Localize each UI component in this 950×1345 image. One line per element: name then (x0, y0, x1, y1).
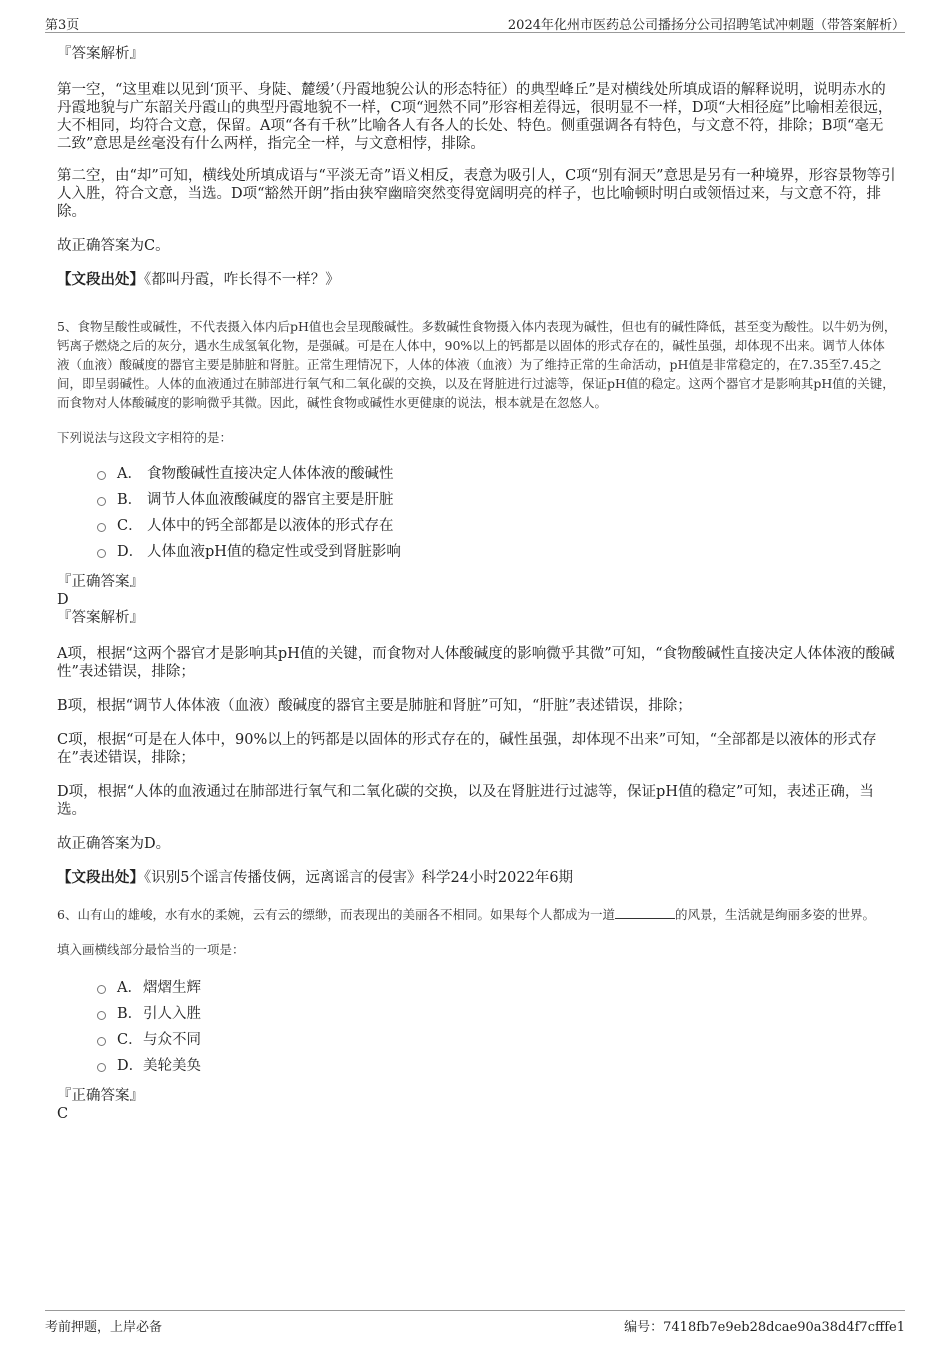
q6-option-b[interactable]: B．引人入胜 (57, 1001, 897, 1027)
main-content (57, 45, 897, 1123)
q4-source-label: 【文段出处】 (57, 271, 144, 288)
q5-option-a[interactable]: A． 食物酸碱性直接决定人体体液的酸碱性 (57, 461, 897, 487)
q5-analysis-b: B项，根据“调节人体体液（血液）酸碱度的器官主要是肺脏和肾脏”可知，“肝脏”表述错误，排除； (57, 698, 692, 714)
radio-icon[interactable] (97, 985, 106, 994)
q4-source-text: 《都叫丹霞，咋长得不一样？》 (144, 272, 340, 288)
q4-analysis-para1: 第一空，“这里难以见到‘顶平、身陡、麓缓’（丹霞地貌公认的形态特征）的典型峰丘”是对横线处所填成语的解释说明，说明赤水的丹霞地貌与广东韶关丹霞山的典型丹霞地貌不一样，C项“迥然不同”形容相差得远，很明显不一样，D项“大相径庭”比喻相差很远，大不相同，均符合文意，保留。A项“各有千秋”比喻各人有各人的长处、特色。侧重强调各有特色，与文意不符，排除；B项“毫无二致”意思是丝毫没有什么两样，指完全一样，与文意相悖，排除。 (57, 82, 893, 152)
fill-blank (615, 906, 675, 919)
q6-option-a[interactable]: A．熠熠生辉 (57, 975, 897, 1001)
q4-source (57, 271, 897, 289)
document-id: 编号：7418fb7e9eb28dcae90a38d4f7cfffe1 (624, 1320, 905, 1335)
q5-options (57, 461, 897, 565)
q6-option-d[interactable]: D．美轮美奂 (57, 1053, 897, 1079)
q6-option-c[interactable]: C．与众不同 (57, 1027, 897, 1053)
q4-analysis-para2: 第二空，由“却”可知，横线处所填成语与“平淡无奇”语义相反，表意为吸引人，C项“别有洞天”意思是另有一种境界，形容景物等引人入胜，符合文意，当选。D项“豁然开朗”指由狭窄幽暗突然变得宽阔明亮的样子，也比喻顿时明白或领悟过来，与文意不符，排除。 (57, 168, 896, 220)
page-header (45, 10, 905, 33)
q5-option-c[interactable]: C． 人体中的钙全部都是以液体的形式存在 (57, 513, 897, 539)
q6-answer: C (57, 1106, 69, 1122)
q5-source (57, 869, 897, 887)
radio-icon[interactable] (97, 1063, 106, 1072)
q5-conclusion: 故正确答案为D。 (57, 836, 171, 852)
radio-icon[interactable] (97, 1037, 106, 1046)
q6-prompt: 填入画横线部分最恰当的一项是： (57, 942, 245, 957)
q5-source-text: 《识别5个谣言传播伎俩，远离谣言的侵害》科学24小时2022年6期 (144, 870, 574, 886)
q5-prompt: 下列说法与这段文字相符的是： (57, 430, 233, 445)
radio-icon[interactable] (97, 1011, 106, 1020)
q6-stem: 6、山有山的雄峻，水有水的柔婉，云有云的缥缈，而表现出的美丽各不相同。如果每个人都成为一道 的风景，生活就是绚丽多姿的世界。 (57, 907, 875, 922)
q5-analysis-a: A项，根据“这两个器官才是影响其pH值的关键，而食物对人体酸碱度的影响微乎其微”可知，“食物酸碱性直接决定人体体液的酸碱性”表述错误，排除； (57, 646, 895, 680)
q5-answer: D (57, 592, 69, 608)
q6-answer-label: 『正确答案』 (57, 1088, 144, 1104)
q5-analysis-d: D项，根据“人体的血液通过在肺部进行氧气和二氧化碳的交换，以及在肾脏进行过滤等，保证pH值的稳定”可知，表述正确，当选。 (57, 784, 874, 818)
q5-source-label: 【文段出处】 (57, 869, 144, 886)
footer-slogan: 考前押题，上岸必备 (45, 1320, 163, 1335)
radio-icon[interactable] (97, 497, 106, 506)
document-title: 2024年化州市医药总公司播扬分公司招聘笔试冲刺题（带答案解析） (507, 18, 905, 33)
q5-answer-label: 『正确答案』 (57, 574, 144, 590)
q4-analysis-label: 『答案解析』 (57, 46, 144, 62)
q6-options (57, 975, 897, 1079)
page-number: 第3页 (45, 18, 80, 33)
q4-conclusion: 故正确答案为C。 (57, 238, 170, 254)
radio-icon[interactable] (97, 471, 106, 480)
q5-analysis-label: 『答案解析』 (57, 610, 144, 626)
q5-stem: 5、食物呈酸性或碱性，不代表摄入体内后pH值也会呈现酸碱性。多数碱性食物摄入体内表现为碱性，但也有的碱性降低，甚至变为酸性。以牛奶为例，钙离子燃烧之后的灰分，遇水生成氢氧化物，是强碱。可是在人体中，90%以上的钙都是以固体的形式存在的，碱性虽强，却体现不出来。调节人体体液（血液）酸碱度的器官主要是肺脏和肾脏。正常生理情况下，人体的体液（血液）为了维持正常的生命活动，pH值是非常稳定的，在7.35至7.45之间，即呈弱碱性。人体的血液通过在肺部进行氧气和二氧化碳的交换，以及在肾脏进行过滤等，保证pH值的稳定。这两个器官才是影响其pH值的关键，而食物对人体酸碱度的影响微乎其微。因此，碱性食物或碱性水更健康的说法，根本就是在忽悠人。 (57, 319, 897, 410)
radio-icon[interactable] (97, 523, 106, 532)
radio-icon[interactable] (97, 549, 106, 558)
page-footer (45, 1310, 905, 1335)
q5-analysis-c: C项，根据“可是在人体中，90%以上的钙都是以固体的形式存在的，碱性虽强，却体现不出来”可知，“全部都是以液体的形式存在”表述错误，排除； (57, 732, 877, 766)
q5-option-b[interactable]: B． 调节人体血液酸碱度的器官主要是肝脏 (57, 487, 897, 513)
q5-option-d[interactable]: D． 人体血液pH值的稳定性或受到肾脏影响 (57, 539, 897, 565)
